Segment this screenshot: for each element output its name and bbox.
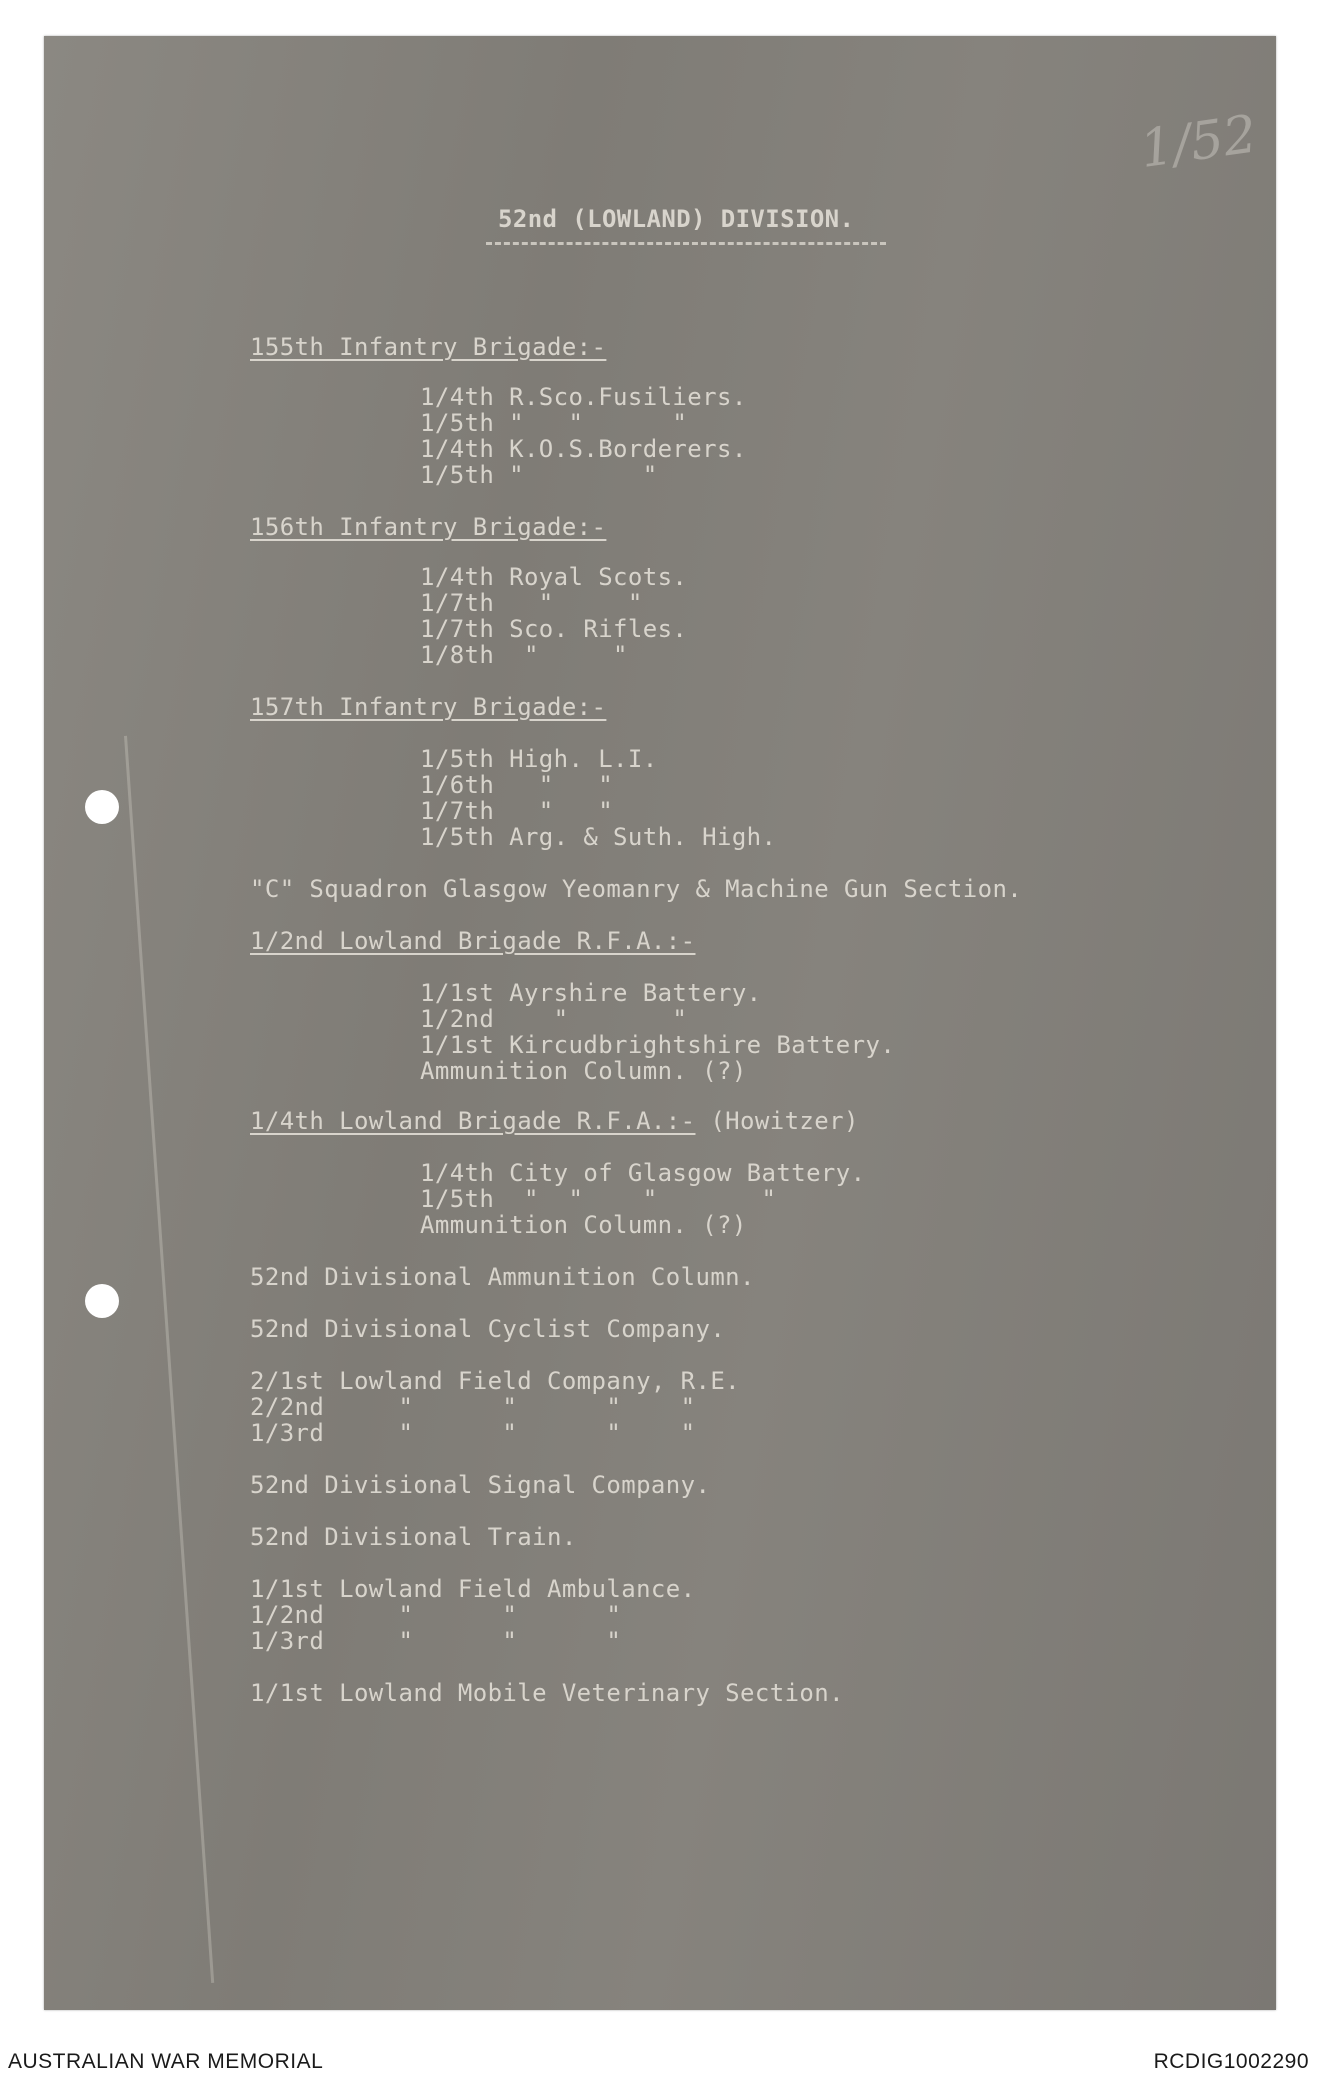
unit-heading: 156th Infantry Brigade:- (250, 513, 607, 541)
unit-line: 52nd Divisional Cyclist Company. (250, 1315, 726, 1343)
unit-line: 1/5th High. L.I. (420, 745, 658, 773)
unit-heading: 1/2nd Lowland Brigade R.F.A.:- (250, 927, 696, 955)
handwritten-folio-number: 1/52 (1136, 104, 1261, 181)
unit-line: 1/7th " " (420, 797, 614, 825)
unit-line: 1/3rd " " " " (250, 1419, 696, 1447)
unit-line: 1/1st Lowland Mobile Veterinary Section. (250, 1679, 844, 1707)
unit-line: 2/2nd " " " " (250, 1393, 696, 1421)
unit-line: 1/4th Royal Scots. (420, 563, 688, 591)
unit-line: 52nd Divisional Train. (250, 1523, 577, 1551)
unit-line: Ammunition Column. (?) (420, 1211, 747, 1239)
unit-line: 1/1st Lowland Field Ambulance. (250, 1575, 696, 1603)
unit-line: "C" Squadron Glasgow Yeomanry & Machine Gun Section. (250, 875, 1023, 903)
unit-line: 1/1st Kircudbrightshire Battery. (420, 1031, 896, 1059)
document-title: 52nd (LOWLAND) DIVISION. (498, 205, 855, 233)
unit-heading-underlined: 1/4th Lowland Brigade R.F.A.:- (250, 1107, 696, 1135)
unit-line: 52nd Divisional Signal Company. (250, 1471, 711, 1499)
unit-heading (250, 1108, 859, 1134)
unit-line: 1/2nd " " (420, 1005, 688, 1033)
unit-line: 1/1st Ayrshire Battery. (420, 979, 762, 1007)
unit-line: 52nd Divisional Ammunition Column. (250, 1263, 755, 1291)
unit-line: 1/5th " " " (420, 409, 688, 437)
unit-line: 1/7th Sco. Rifles. (420, 615, 688, 643)
archive-credit: AUSTRALIAN WAR MEMORIAL (8, 2050, 324, 2073)
unit-line: 1/6th " " (420, 771, 614, 799)
unit-line: 1/4th City of Glasgow Battery. (420, 1159, 866, 1187)
unit-line: 1/3rd " " " (250, 1627, 622, 1655)
record-identifier: RCDIG1002290 (1153, 2050, 1309, 2073)
unit-line: Ammunition Column. (?) (420, 1057, 747, 1085)
unit-line: 1/4th R.Sco.Fusiliers. (420, 383, 747, 411)
unit-heading: 155th Infantry Brigade:- (250, 333, 607, 361)
unit-heading: 157th Infantry Brigade:- (250, 693, 607, 721)
unit-line: 1/2nd " " " (250, 1601, 622, 1629)
unit-heading-note: (Howitzer) (695, 1107, 859, 1135)
unit-line: 1/8th " " (420, 641, 628, 669)
title-underline-rule (486, 242, 886, 245)
unit-line: 1/5th " " " " (420, 1185, 777, 1213)
unit-line: 1/5th " " (420, 461, 658, 489)
unit-line: 1/7th " " (420, 589, 643, 617)
unit-line: 1/4th K.O.S.Borderers. (420, 435, 747, 463)
unit-line: 2/1st Lowland Field Company, R.E. (250, 1367, 741, 1395)
unit-line: 1/5th Arg. & Suth. High. (420, 823, 777, 851)
